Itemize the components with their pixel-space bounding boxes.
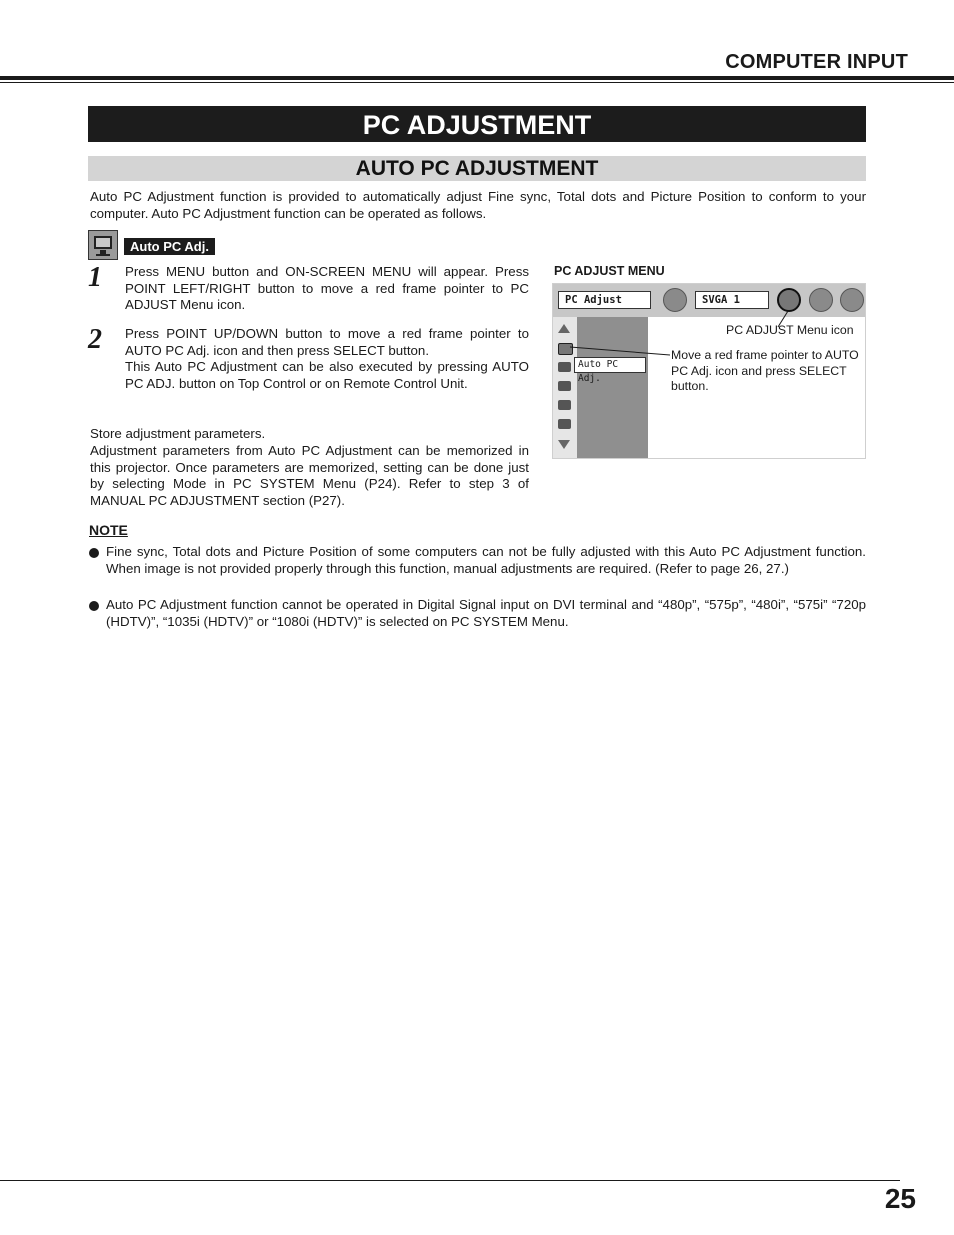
callout-menu-icon: PC ADJUST Menu icon <box>726 323 854 337</box>
auto-pc-adj-icon <box>88 230 118 260</box>
auto-pc-adj-menu-label: Auto PC Adj. <box>574 357 646 373</box>
section-subtitle: AUTO PC ADJUSTMENT <box>88 156 866 181</box>
bullet-icon <box>89 548 99 558</box>
step-text-1: Press MENU button and ON-SCREEN MENU will appear. Press POINT LEFT/RIGHT button to move a red frame pointer to PC ADJUST Menu icon. <box>125 264 529 312</box>
function-tag: Auto PC Adj. <box>124 238 215 255</box>
menu-heading: PC ADJUST MENU <box>554 264 665 278</box>
bottom-rule <box>0 1180 900 1181</box>
store-heading: Store adjustment parameters. <box>90 426 266 441</box>
note-item-1: Fine sync, Total dots and Picture Position of some computers can not be fully adjusted with this Auto PC Adjustment function. When image is not provided properly through this function, manual adjustments are required. (Refer to page 26, 27.) <box>106 544 866 576</box>
step-text-2: Press POINT UP/DOWN button to move a red frame pointer to AUTO PC Adj. icon and then press SELECT button. <box>125 326 529 358</box>
mode-label: SVGA 1 <box>695 291 769 309</box>
callout-pointer: Move a red frame pointer to AUTO PC Adj. icon and press SELECT button. <box>671 348 859 393</box>
intro-paragraph: Auto PC Adjustment function is provided to automatically adjust Fine sync, Total dots and Picture Position to conform to your computer. Auto PC Adjustment function can be operated as follows. <box>90 189 866 221</box>
note-item-2: Auto PC Adjustment function cannot be operated in Digital Signal input on DVI terminal and “480p”, “575p”, “480i”, “575i” “720p (HDTV)”, “1035i (HDTV)” or “1080i (HDTV)” is selected on PC SYSTEM Menu. <box>106 597 866 629</box>
page-number: 25 <box>884 1183 916 1214</box>
section-label: COMPUTER INPUT <box>725 51 908 73</box>
top-rule <box>0 76 954 80</box>
pc-adjust-menu-label: PC Adjust <box>558 291 651 309</box>
step-number-1: 1 <box>88 262 102 293</box>
top-rule-thin <box>0 82 954 83</box>
step-number-2: 2 <box>88 324 102 355</box>
step-text-2b: This Auto PC Adjustment can be also executed by pressing AUTO PC ADJ. button on Top Control or on Remote Control Unit. <box>125 359 529 391</box>
bullet-icon <box>89 601 99 611</box>
store-text: Adjustment parameters from Auto PC Adjustment can be memorized in this projector. Once parameters are memorized, setting can be done just by selecting Mode in PC SYSTEM Menu (P24). Refer to step 3 of MANUAL PC ADJUSTMENT section (P27). <box>90 443 529 508</box>
note-heading: NOTE <box>89 522 128 538</box>
page-title: PC ADJUSTMENT <box>88 106 866 142</box>
